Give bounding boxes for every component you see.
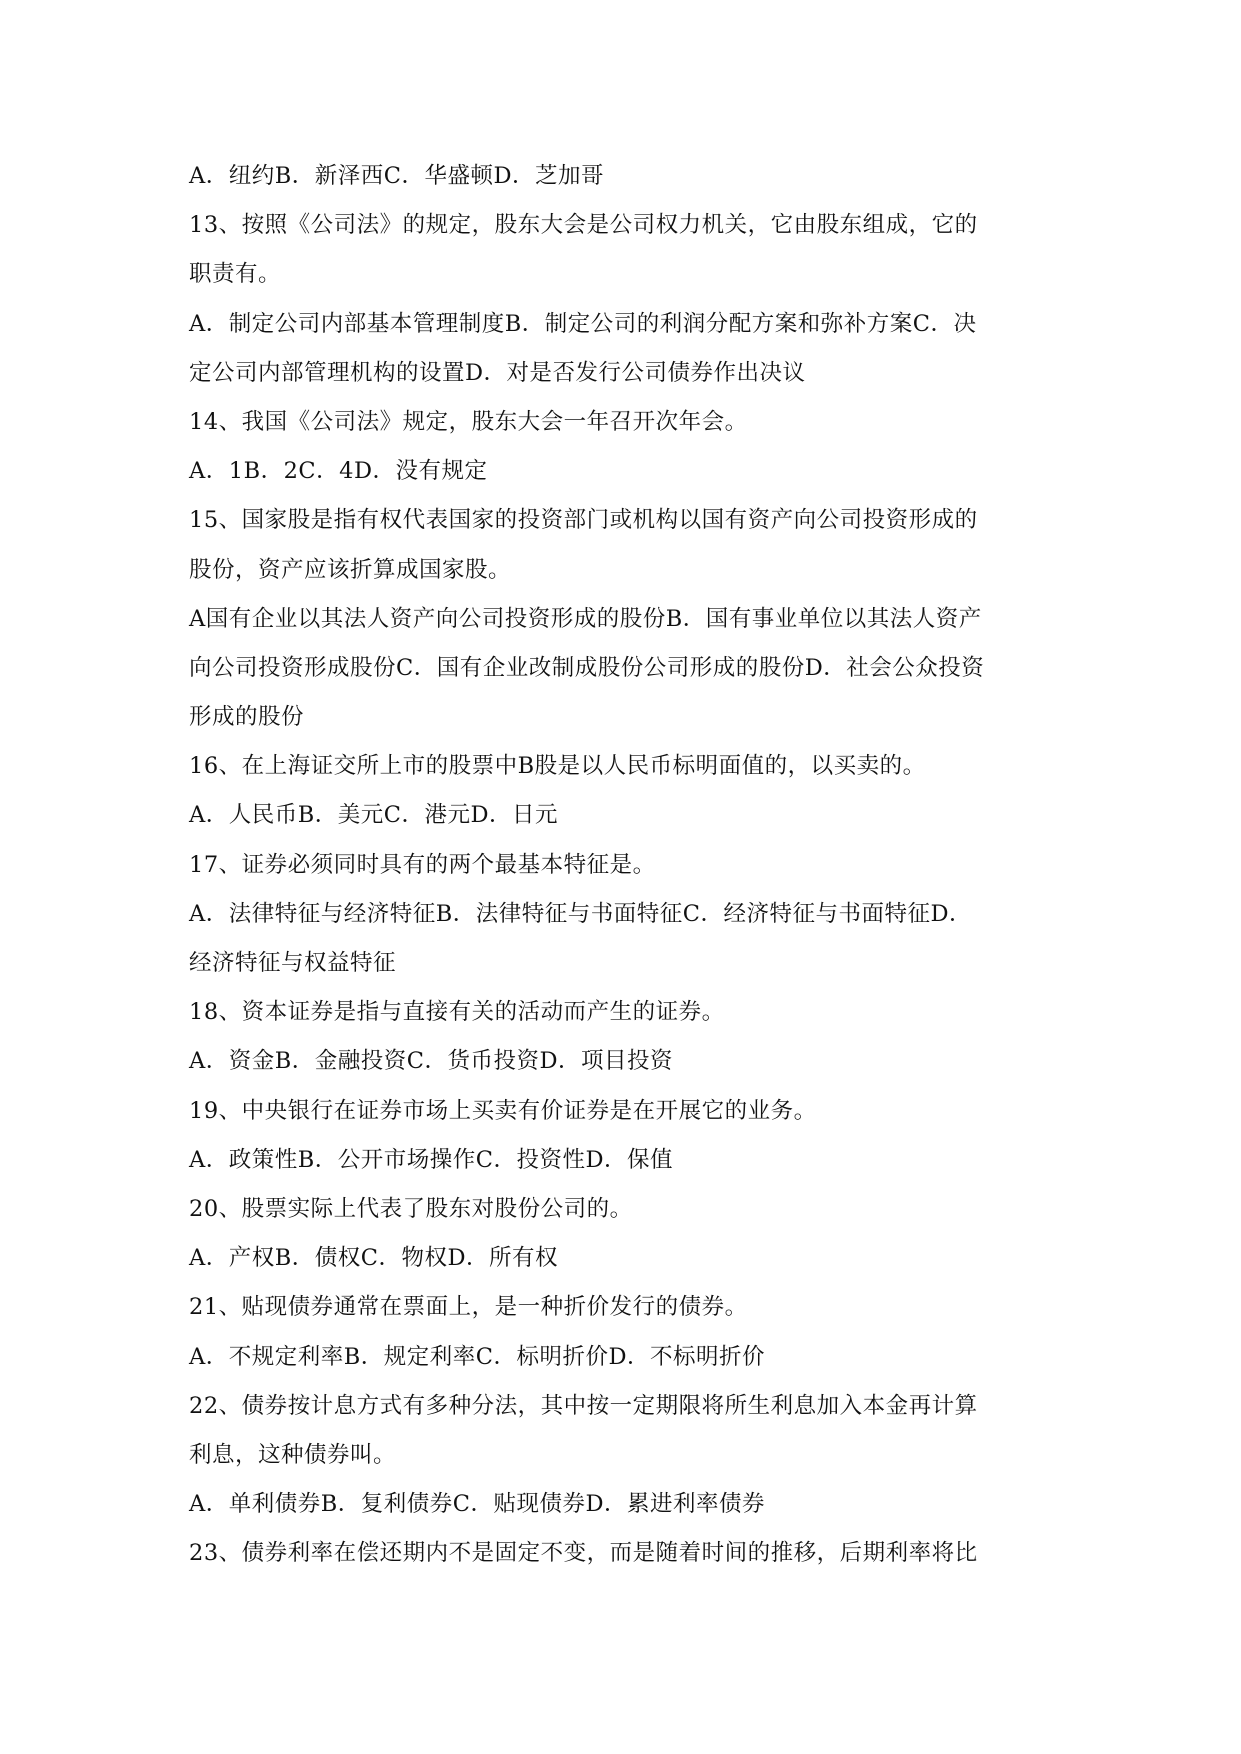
question-18-options: A．资金B．金融投资C．货币投资D．项目投资 [189,1048,674,1075]
document-body [189,152,1059,1578]
question-15-stem: 15、国家股是指有权代表国家的投资部门或机构以国有资产向公司投资形成的 [189,507,978,534]
question-19-options: A．政策性B．公开市场操作C．投资性D．保值 [189,1146,674,1173]
question-21-stem: 21、贴现债券通常在票面上，是一种折价发行的债券。 [189,1294,748,1321]
question-17-stem: 17、证券必须同时具有的两个最基本特征是。 [189,851,656,878]
question-22-options: A．单利债券B．复利债券C．贴现债券D．累进利率债券 [189,1491,766,1518]
question-16-options: A．人民币B．美元C．港元D．日元 [189,802,559,829]
question-17-options: A．法律特征与经济特征B．法律特征与书面特征C．经济特征与书面特征D． [189,900,973,927]
question-14-options: A．1B．2C．4D．没有规定 [189,458,488,485]
question-13-stem: 13、按照《公司法》的规定，股东大会是公司权力机关，它由股东组成，它的 [189,212,978,239]
question-18-stem: 18、资本证券是指与直接有关的活动而产生的证券。 [189,999,725,1026]
question-15-options-cont: 向公司投资形成股份C．国有企业改制成股份公司形成的股份D．社会公众投资 [189,654,985,681]
question-16-stem: 16、在上海证交所上市的股票中B股是以人民币标明面值的，以买卖的。 [189,753,926,780]
text-line: A．纽约B．新泽西C．华盛顿D．芝加哥 [189,163,605,189]
question-13-stem-cont: 职责有。 [189,261,282,288]
question-19-stem: 19、中央银行在证券市场上买卖有价证券是在开展它的业务。 [189,1097,817,1124]
question-14-stem: 14、我国《公司法》规定，股东大会一年召开次年会。 [189,408,748,435]
question-23-stem: 23、债券利率在偿还期内不是固定不变，而是随着时间的推移，后期利率将比 [189,1540,978,1567]
question-21-options: A．不规定利率B．规定利率C．标明折价D．不标明折价 [189,1343,766,1370]
question-22-stem-cont: 利息，这种债券叫。 [189,1441,397,1468]
question-13-options-cont: 定公司内部管理机构的设置D．对是否发行公司债券作出决议 [189,359,806,386]
question-15-stem-cont: 股份，资产应该折算成国家股。 [189,556,512,583]
question-15-options-cont: 形成的股份 [189,704,305,731]
question-22-stem: 22、债券按计息方式有多种分法，其中按一定期限将所生利息加入本金再计算 [189,1392,978,1419]
question-20-stem: 20、股票实际上代表了股东对股份公司的。 [189,1195,633,1222]
question-15-options: A国有企业以其法人资产向公司投资形成的股份B．国有事业单位以其法人资产 [189,605,982,632]
question-13-options: A．制定公司内部基本管理制度B．制定公司的利润分配方案和弥补方案C．决 [189,310,977,337]
question-20-options: A．产权B．债权C．物权D．所有权 [189,1245,559,1272]
question-17-options-cont: 经济特征与权益特征 [189,950,397,976]
